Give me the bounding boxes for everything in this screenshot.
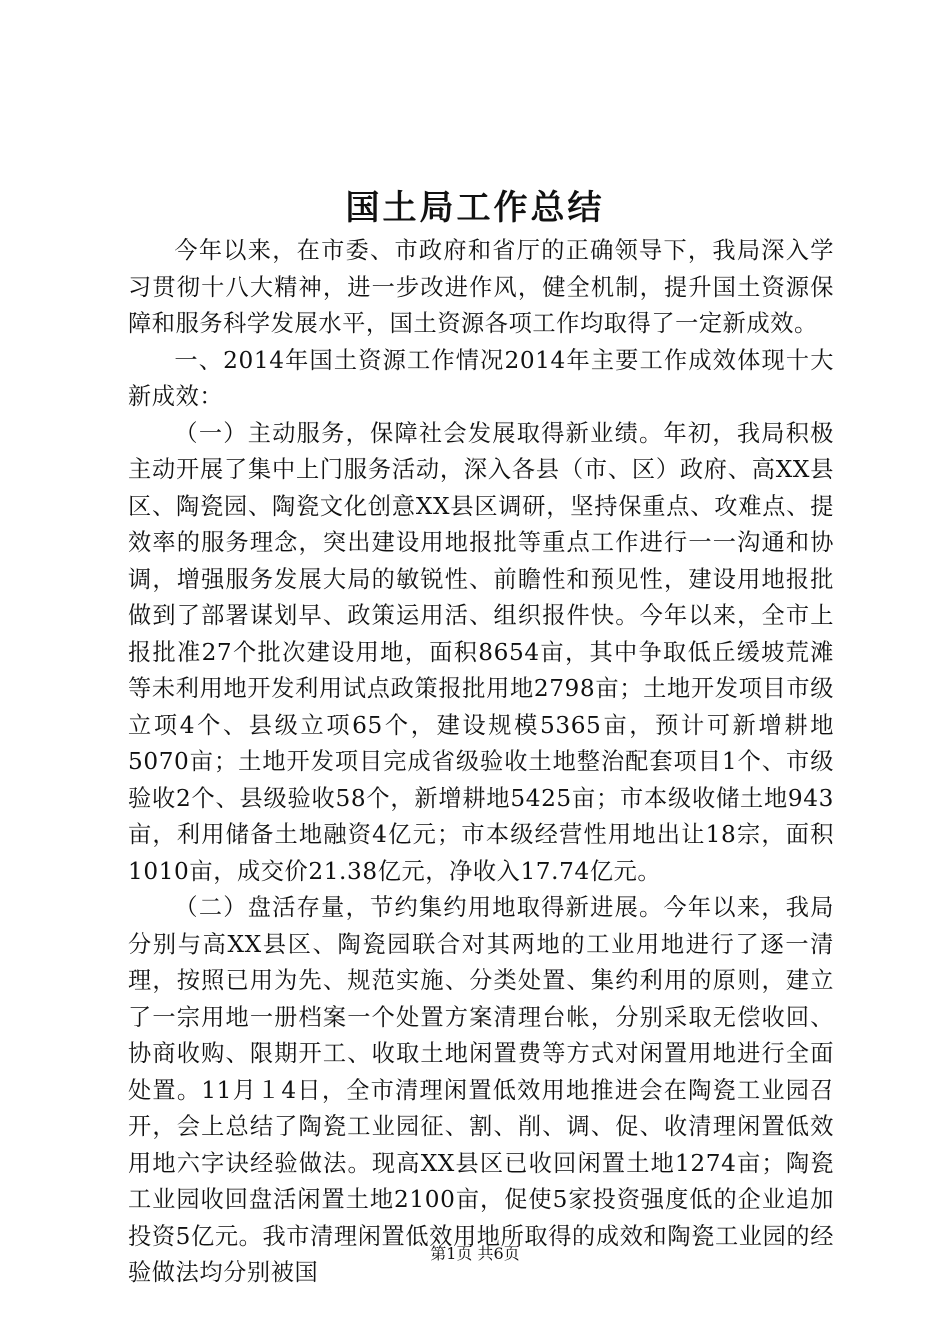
paragraph-item-1: （一）主动服务，保障社会发展取得新业绩。年初，我局积极主动开展了集中上门服务活动，深入各县（市、区）政府、高XX县区、陶瓷园、陶瓷文化创意XX县区调研，坚持保重点、攻难点、提效率的服务理念，突出建设用地报批等重点工作进行一一沟通和协调，增强服务发展大局的敏锐性、前瞻性和预见性，建设用地报批做到了部署谋划早、政策运用活、组织报件快。今年以来，全市上报批准27个批次建设用地，面积8654亩，其中争取低丘缓坡荒滩等未利用地开发利用试点政策报批用地2798亩；土地开发项目市级立项4个、县级立项65个，建设规模5365亩，预计可新增耕地5070亩；土地开发项目完成省级验收土地整治配套项目1个、市级验收2个、县级验收58个，新增耕地5425亩；市本级收储土地943亩，利用储备土地融资4亿元；市本级经营性用地出让18宗，面积1010亩，成交价21.38亿元，净收入17.74亿元。 [128, 419, 834, 885]
paragraph-intro: 今年以来，在市委、市政府和省厅的正确领导下，我局深入学习贯彻十八大精神，进一步改进作风，健全机制，提升国土资源保障和服务科学发展水平，国土资源各项工作均取得了一定新成效。 [128, 237, 834, 337]
document-title: 国土局工作总结 [345, 188, 605, 228]
paragraph-item-2: （二）盘活存量，节约集约用地取得新进展。今年以来，我局分别与高XX县区、陶瓷园联合对其两地的工业用地进行了逐一清理，按照已用为先、规范实施、分类处置、集约利用的原则，建立了一宗用地一册档案一个处置方案清理台帐，分别采取无偿收回、协商收购、限期开工、收取土地闲置费等方式对闲置用地进行全面处置。11月１4日，全市清理闲置低效用地推进会在陶瓷工业园召开，会上总结了陶瓷工业园征、割、削、调、促、收清理闲置低效用地六字诀经验做法。现高XX县区已收回闲置土地1274亩；陶瓷工业园收回盘活闲置土地2100亩，促使5家投资强度低的企业追加投资5亿元。我市清理闲置低效用地所取得的成效和陶瓷工业园的经验做法均分别被国 [128, 894, 834, 1286]
page-footer: 第1页 共6页 [430, 1244, 520, 1263]
paragraph-section-heading: 一、2014年国土资源工作情况2014年主要工作成效体现十大新成效： [128, 346, 834, 410]
document-body [128, 233, 834, 1292]
